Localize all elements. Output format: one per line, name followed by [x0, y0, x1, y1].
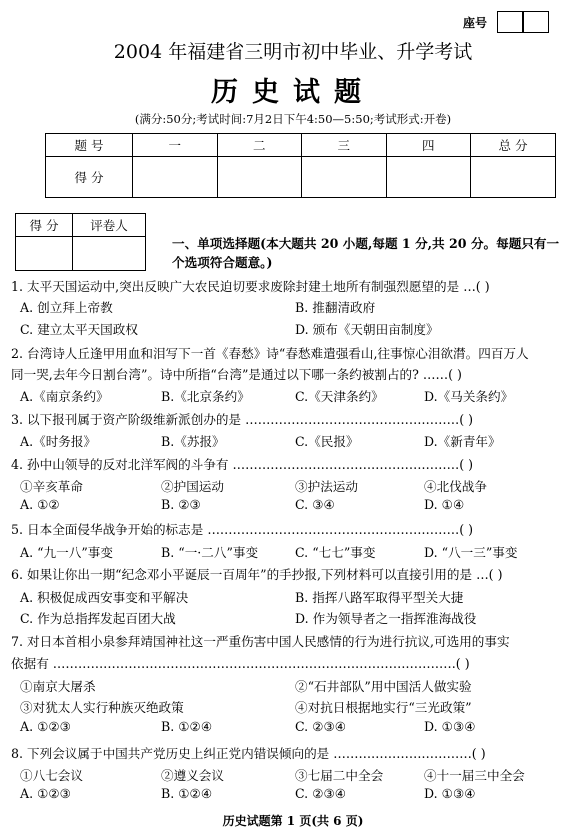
- question-7-stem-line1: 7. 对日本首相小泉参拜靖国神社这一严重伤害中国人民感情的行为进行抗议,可选用的事实: [11, 634, 510, 649]
- exam-title: 2004 年福建省三明市初中毕业、升学考试: [113, 41, 473, 63]
- q3-option-d: D.《新青年》: [424, 434, 501, 449]
- q2-option-d: D.《马关条约》: [424, 389, 514, 404]
- score-table-header: 二: [217, 134, 302, 157]
- section-heading-line2: 个选项符合题意。): [172, 255, 273, 270]
- q4-option-b: B. ②③: [161, 497, 201, 512]
- q7-item-3: ③对犹太人实行种族灭绝政策: [20, 700, 184, 715]
- exam-info: (满分:50分;考试时间:7月2日下午4:50—5:50;考试形式:开卷): [134, 112, 452, 126]
- q1-option-d: D. 颁布《天朝田亩制度》: [295, 322, 439, 337]
- score-cell[interactable]: [217, 157, 302, 198]
- question-5-stem: 5. 日本全面侵华战争开始的标志是 ……………………………………………………( ): [11, 522, 474, 537]
- q2-option-a: A.《南京条约》: [20, 389, 109, 404]
- q2-option-c: C.《天津条约》: [295, 389, 384, 404]
- q8-option-d: D. ①③④: [424, 786, 476, 801]
- q5-option-a: A. “九一八”事变: [20, 545, 113, 560]
- score-table: [45, 133, 556, 198]
- q7-item-2: ②“石井部队”用中国活人做实验: [295, 679, 472, 694]
- q8-option-c: C. ②③④: [295, 786, 347, 801]
- q1-option-a: A. 创立拜上帝教: [20, 300, 113, 315]
- q2-option-b: B.《北京条约》: [161, 389, 250, 404]
- q8-item-2: ②遵义会议: [161, 768, 224, 783]
- question-6-stem: 6. 如果让你出一期“纪念邓小平诞辰一百周年”的手抄报,下列材料可以直接引用的是 …( ): [11, 567, 503, 582]
- q5-option-b: B. “一·二八”事变: [161, 545, 259, 560]
- q3-option-a: A.《时务报》: [20, 434, 97, 449]
- score-cell[interactable]: [133, 157, 218, 198]
- q6-option-a: A. 积极促成西安事变和平解决: [20, 590, 189, 605]
- q8-option-b: B. ①②④: [161, 786, 213, 801]
- score-cell[interactable]: [302, 157, 387, 198]
- seat-number-label: 座号: [463, 16, 488, 30]
- grader-score-cell[interactable]: [16, 237, 73, 271]
- q8-option-a: A. ①②③: [20, 786, 71, 801]
- question-2-stem-line2: 同一哭,去年今日割台湾”。诗中所指“台湾”是通过以下哪一条约被割占的? ……( ): [11, 367, 462, 382]
- question-2-stem-line1: 2. 台湾诗人丘逢甲用血和泪写下一首《春愁》诗“春愁难遣强看山,往事惊心泪欲潸。四百万人: [11, 346, 529, 361]
- q4-option-d: D. ①④: [424, 497, 465, 512]
- q6-option-c: C. 作为总指挥发起百团大战: [20, 611, 176, 626]
- q8-item-4: ④十一届三中全会: [424, 768, 525, 783]
- q6-option-b: B. 指挥八路军取得平型关大捷: [295, 590, 464, 605]
- q5-option-d: D. “八一三”事变: [424, 545, 518, 560]
- q7-option-b: B. ①②④: [161, 719, 213, 734]
- question-4-stem: 4. 孙中山领导的反对北洋军阀的斗争有 ………………………………………………( ): [11, 457, 474, 472]
- grader-name-header: 评卷人: [73, 214, 146, 237]
- question-1-stem: 1. 太平天国运动中,突出反映广大农民迫切要求废除封建土地所有制强烈愿望的是 …( ): [11, 279, 490, 294]
- q4-option-c: C. ③④: [295, 497, 335, 512]
- score-table-header: 三: [302, 134, 387, 157]
- q1-option-b: B. 推翻清政府: [295, 300, 376, 315]
- grader-name-cell[interactable]: [73, 237, 146, 271]
- q7-option-a: A. ①②③: [20, 719, 71, 734]
- question-3-stem: 3. 以下报刊属于资产阶级维新派创办的是 ……………………………………………( ): [11, 412, 474, 427]
- q7-item-4: ④对抗日根据地实行“三光政策”: [295, 700, 472, 715]
- q6-option-d: D. 作为领导者之一指挥淮海战役: [295, 611, 477, 626]
- score-cell[interactable]: [386, 157, 471, 198]
- q5-option-c: C. “七七”事变: [295, 545, 376, 560]
- score-cell[interactable]: [471, 157, 556, 198]
- section-heading-line1: 一、单项选择题(本大题共 20 小题,每题 1 分,共 20 分。每题只有一: [172, 236, 560, 251]
- question-7-stem-line2: 依据有 ……………………………………………………………………………………( ): [11, 656, 470, 671]
- grader-table: [15, 213, 146, 271]
- q1-option-c: C. 建立太平天国政权: [20, 322, 138, 337]
- q7-item-1: ①南京大屠杀: [20, 679, 96, 694]
- q4-item-4: ④北伐战争: [424, 479, 487, 494]
- seat-number-box-2: [523, 11, 549, 33]
- seat-number-box-1: [497, 11, 523, 33]
- q4-option-a: A. ①②: [20, 497, 60, 512]
- score-table-header: 总 分: [471, 134, 556, 157]
- q3-option-b: B.《苏报》: [161, 434, 225, 449]
- question-8-stem: 8. 下列会议属于中国共产党历史上纠正党内错误倾向的是 ……………………………( ): [11, 746, 486, 761]
- q7-option-c: C. ②③④: [295, 719, 347, 734]
- q3-option-c: C.《民报》: [295, 434, 359, 449]
- q4-item-1: ①辛亥革命: [20, 479, 83, 494]
- score-table-header: 四: [386, 134, 471, 157]
- page-footer: 历史试题第 1 页(共 6 页): [222, 814, 364, 828]
- score-table-header: 题 号: [46, 134, 133, 157]
- q4-item-2: ②护国运动: [161, 479, 224, 494]
- score-table-header: 一: [133, 134, 218, 157]
- q7-option-d: D. ①③④: [424, 719, 476, 734]
- score-row-label: 得 分: [46, 157, 133, 198]
- subject-title: 历史试题: [211, 77, 375, 108]
- q8-item-1: ①八七会议: [20, 768, 83, 783]
- q4-item-3: ③护法运动: [295, 479, 358, 494]
- q8-item-3: ③七届二中全会: [295, 768, 384, 783]
- grader-score-header: 得 分: [16, 214, 73, 237]
